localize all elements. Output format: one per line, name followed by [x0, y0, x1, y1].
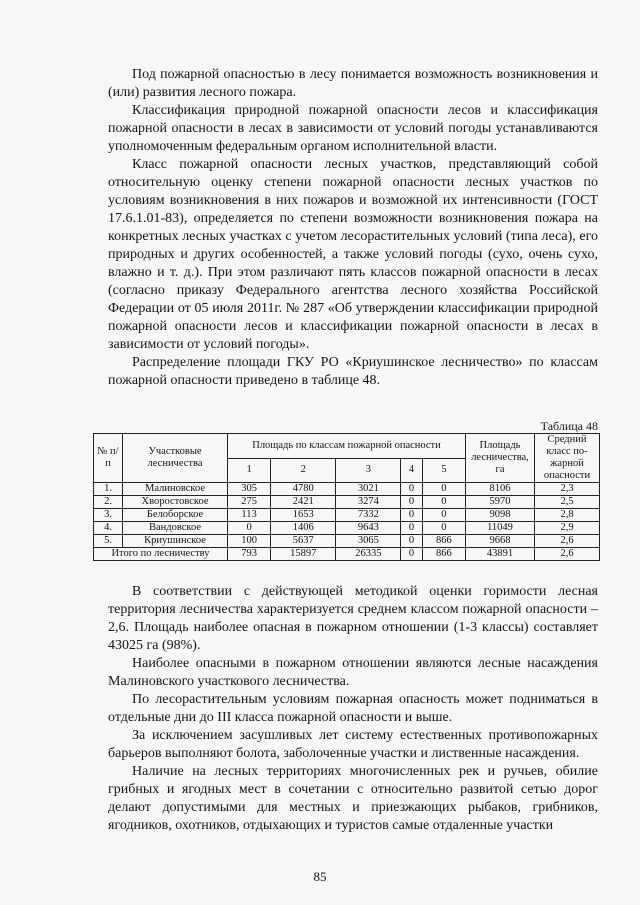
table-cell: 8106: [466, 483, 535, 496]
table-cell: 2,8: [535, 509, 600, 522]
paragraph: Под пожарной опасностью в лесу понимается возможность возникновения и (или) развития лесного пожара.: [108, 67, 598, 100]
table-cell: 866: [422, 548, 465, 561]
table-cell: 866: [422, 535, 465, 548]
table-cell: 9098: [466, 509, 535, 522]
table-cell: 5637: [271, 535, 336, 548]
header-class: 2: [271, 458, 336, 483]
table-cell: 2,5: [535, 496, 600, 509]
total-label: Итого по лесничеству: [94, 548, 228, 561]
table-cell: 4780: [271, 483, 336, 496]
table-cell: 9643: [336, 522, 401, 535]
table-cell: 0: [422, 522, 465, 535]
table-row: [94, 483, 600, 496]
table-cell: 305: [228, 483, 271, 496]
table-header-row: [94, 434, 600, 459]
table-cell: 1653: [271, 509, 336, 522]
table-cell: 0: [422, 509, 465, 522]
table-cell: 26335: [336, 548, 401, 561]
table-cell: 0: [401, 496, 422, 509]
table-cell: 275: [228, 496, 271, 509]
text-block-top: [108, 66, 598, 390]
table-cell: 2,9: [535, 522, 600, 535]
table-cell: 0: [401, 509, 422, 522]
paragraph: В соответствии с действующей методикой оценки горимости лесная территория лесничества характеризуется среднем классом пожарной опасности – 2,6. Площадь наиболее опасная в пожарном отношении (1-3 классы) составляет 43025 га (98%).: [108, 584, 598, 653]
fire-danger-table: [93, 433, 600, 561]
table-cell: 0: [401, 483, 422, 496]
header-num: № п/п: [94, 434, 123, 483]
table-cell: 100: [228, 535, 271, 548]
header-group: Площадь по классам пожарной опасности: [228, 434, 466, 459]
table-cell: 2,6: [535, 548, 600, 561]
table-cell: 793: [228, 548, 271, 561]
table-cell: 7332: [336, 509, 401, 522]
table-row: [94, 535, 600, 548]
paragraph: Класс пожарной опасности лесных участков, представляющий собой относительную оценку степени пожарной опасности лесных участков по условиям возникновения в них пожаров и возможной их интенсивности (ГОСТ 17.6.1.01-83), определяется по степени возможности возникновения пожара на конкретных лесных участках с учетом лесорастительных условий (типа леса), его природных и других особенностей, а также условий погоды (сухо, очень сухо, влажно и т. д.). При этом различают пять классов пожарной опасности в лесах (согласно приказу Федерального агентства лесного хозяйства Российской Федерации от 05 июля 2011г. № 287 «Об утверждении классификации природной пожарной опасности лесов и классификации пожарной опасности в лесах в зависимости от условий погоды».: [108, 157, 598, 352]
table-row: [94, 522, 600, 535]
header-class: 4: [401, 458, 422, 483]
table-cell: 5.: [94, 535, 123, 548]
table-row: [94, 509, 600, 522]
table-cell: 1.: [94, 483, 123, 496]
table-cell: 3021: [336, 483, 401, 496]
table-cell: 0: [401, 522, 422, 535]
paragraph: За исключением засушливых лет систему естественных противопожарных барьеров выполняют болота, заболоченные участки и лиственные насаждения.: [108, 728, 598, 761]
table-cell: 11049: [466, 522, 535, 535]
table-cell: 1406: [271, 522, 336, 535]
table-cell: 3.: [94, 509, 123, 522]
table-cell: 3065: [336, 535, 401, 548]
table-cell: Криушинское: [123, 535, 228, 548]
table-cell: Малиновское: [123, 483, 228, 496]
paragraph: Распределение площади ГКУ РО «Криушинское лесничество» по классам пожарной опасности приведено в таблице 48.: [108, 355, 598, 388]
header-class: 1: [228, 458, 271, 483]
table-cell: 113: [228, 509, 271, 522]
table-cell: 0: [401, 548, 422, 561]
table-cell: Хворостовское: [123, 496, 228, 509]
table-cell: 15897: [271, 548, 336, 561]
table-cell: 2.: [94, 496, 123, 509]
paragraph: Классификация природной пожарной опасности лесов и классификация пожарной опасности в лесах в зависимости от условий погоды устанавливаются уполномоченным федеральным органом исполнительной власти.: [108, 103, 598, 154]
table-cell: 4.: [94, 522, 123, 535]
table-cell: 43891: [466, 548, 535, 561]
paragraph: По лесорастительным условиям пожарная опасность может подниматься в отдельные дни до III класса пожарной опасности и выше.: [108, 692, 598, 725]
table-total-row: [94, 548, 600, 561]
table-cell: 2421: [271, 496, 336, 509]
paragraph: Наличие на лесных территориях многочисленных рек и ручьев, обилие грибных и ягодных мест в сочетании с относительно развитой сетью дорог делают допустимыми для местных и приезжающих рыбаков, грибников, ягодников, охотников, отдыхающих и туристов самые отдаленные участки: [108, 764, 598, 833]
table-cell: 0: [401, 535, 422, 548]
table-cell: 0: [422, 483, 465, 496]
header-name: Участковые лесничества: [123, 434, 228, 483]
page-number: 85: [313, 869, 327, 884]
table-cell: Белоборское: [123, 509, 228, 522]
table-row: [94, 496, 600, 509]
header-class: 3: [336, 458, 401, 483]
table-cell: 2,3: [535, 483, 600, 496]
table-cell: Вандовское: [123, 522, 228, 535]
table-cell: 5970: [466, 496, 535, 509]
header-class: 5: [422, 458, 465, 483]
table-cell: 9668: [466, 535, 535, 548]
table-cell: 0: [228, 522, 271, 535]
table-cell: 3274: [336, 496, 401, 509]
table-caption: Таблица 48: [540, 419, 598, 433]
header-avg: Средний класс по-жарной опасности: [535, 434, 600, 483]
header-area: Площадь лесничества, га: [466, 434, 535, 483]
table-cell: 2,6: [535, 535, 600, 548]
paragraph: Наиболее опасными в пожарном отношении являются лесные насаждения Малиновского участкового лесничества.: [108, 656, 598, 689]
text-block-bottom: [108, 583, 598, 835]
table-cell: 0: [422, 496, 465, 509]
